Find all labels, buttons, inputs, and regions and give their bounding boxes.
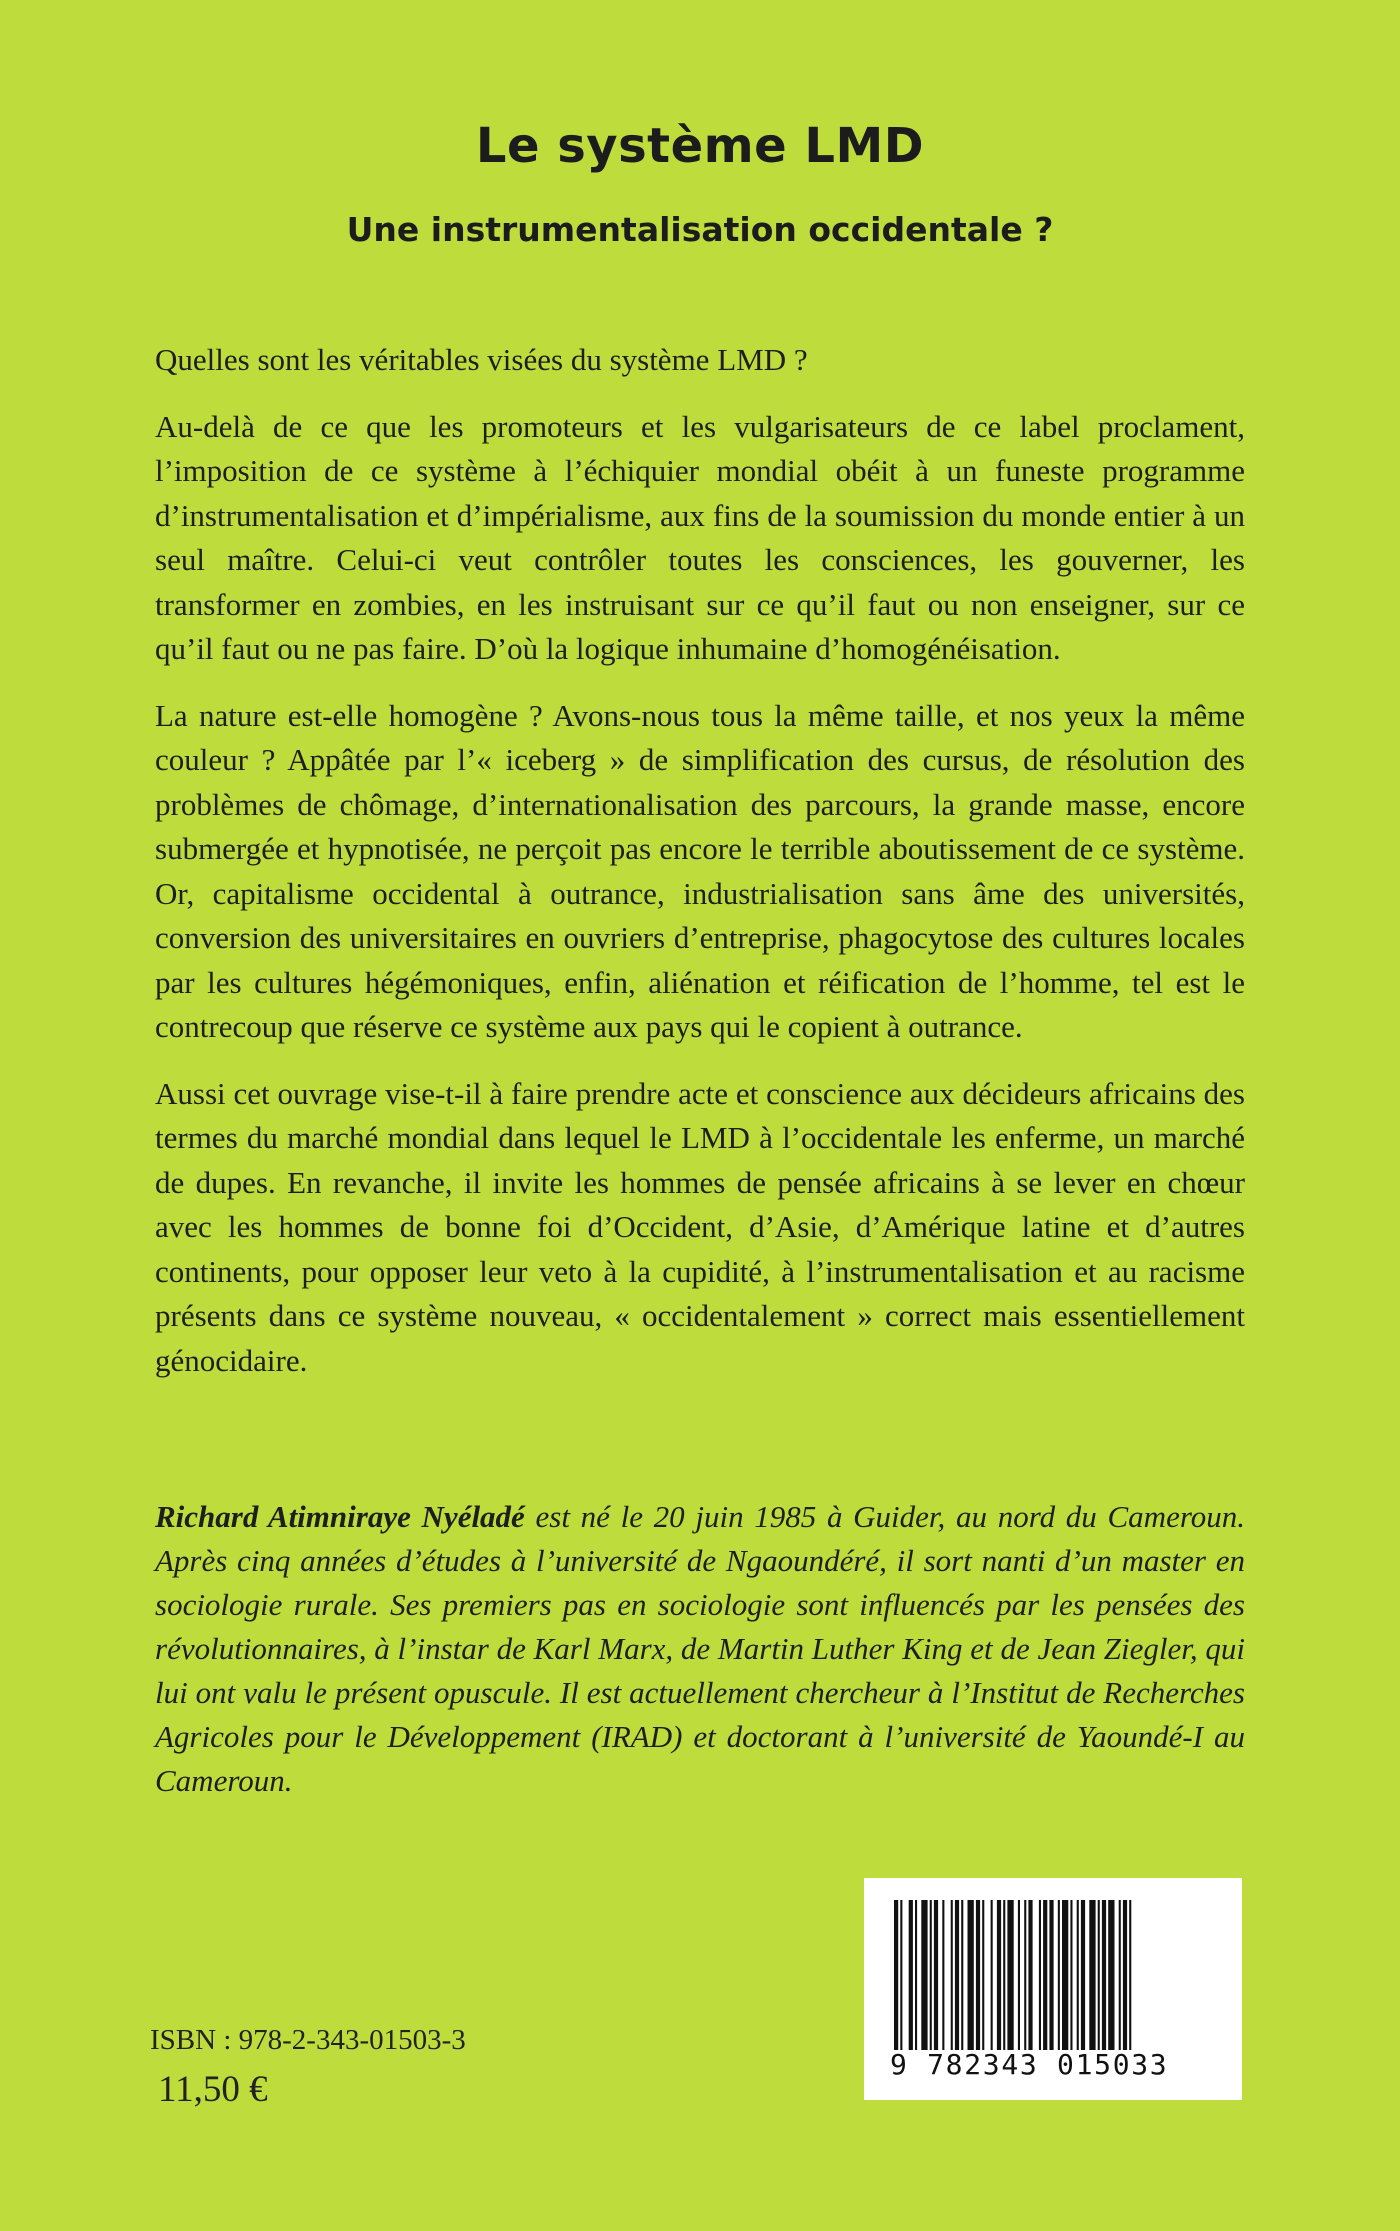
blurb xyxy=(155,338,1245,1405)
price: 11,50 € xyxy=(158,2069,268,2110)
barcode-digits: 9 782343 015033 xyxy=(890,2048,1169,2081)
author-name: Richard Atimniraye Nyéladé xyxy=(155,1499,525,1534)
book-title: Le système LMD xyxy=(475,118,925,174)
barcode xyxy=(864,1878,1242,2100)
blurb-paragraph: La nature est-elle homogène ? Avons-nous tous la même taille, et nos yeux la même couleur ? Appâtée par l’« iceberg » de simplification des cursus, de résolution des problèmes de chômage, d’internationalisation des parcours, la grande masse, encore submergée et hypnotisée, ne perçoit pas encore le terrible aboutissement de ce système. Or, capitalisme occidental à outrance, industrialisation sans âme des universités, conversion des universitaires en ouvriers d’entreprise, phagocytose des cultures locales par les cultures hégémoniques, enfin, aliénation et réification de l’homme, tel est le contrecoup que réserve ce système aux pays qui le copient à outrance. xyxy=(155,697,1245,1044)
book-subtitle: Une instrumentalisation occidentale ? xyxy=(346,210,1054,249)
author-bio xyxy=(155,1495,1245,1803)
blurb-paragraph: Au-delà de ce que les promoteurs et les vulgarisateurs de ce label proclament, l’imposition de ce système à l’échiquier mondial obéit à un funeste programme d’instrumentalisation et d’impérialisme, aux fins de la soumission du monde entier à un seul maître. Celui-ci veut contrôler toutes les consciences, les gouverner, les transformer en zombies, en les instruisant sur ce qu’il faut ou non enseigner, sur ce qu’il faut ou ne pas faire. D’où la logique inhumaine d’homogénéisation. xyxy=(155,408,1245,666)
blurb-paragraph: Quelles sont les véritables visées du système LMD ? xyxy=(155,342,808,377)
author-bio-text: est né le 20 juin 1985 à Guider, au nord du Cameroun. Après cinq années d’études à l’université de Ngaoundéré, il sort nanti d’un master en sociologie rurale. Ses premiers pas en sociologie sont influencés par les pensées des révolutionnaires, à l’instar de Karl Marx, de Martin Luther King et de Jean Ziegler, qui lui ont valu le présent opuscule. Il est actuellement chercheur à l’Institut de Recherches Agricoles pour le Développement (IRAD) et doctorant à l’université de Yaoundé-I au Cameroun. xyxy=(155,1499,1245,1798)
blurb-paragraph: Aussi cet ouvrage vise-t-il à faire prendre acte et conscience aux décideurs africains des termes du marché mondial dans lequel le LMD à l’occidentale les enferme, un marché de dupes. En revanche, il invite les hommes de pensée africains à se lever en chœur avec les hommes de bonne foi d’Occident, d’Asie, d’Amérique latine et d’autres continents, pour opposer leur veto à la cupidité, à l’instrumentalisation et au racisme présents dans ce système nouveau, « occidentalement » correct mais essentiellement génocidaire. xyxy=(155,1075,1245,1378)
isbn: ISBN : 978-2-343-01503-3 xyxy=(150,2024,466,2056)
barcode-bars-icon xyxy=(894,1900,1212,2050)
